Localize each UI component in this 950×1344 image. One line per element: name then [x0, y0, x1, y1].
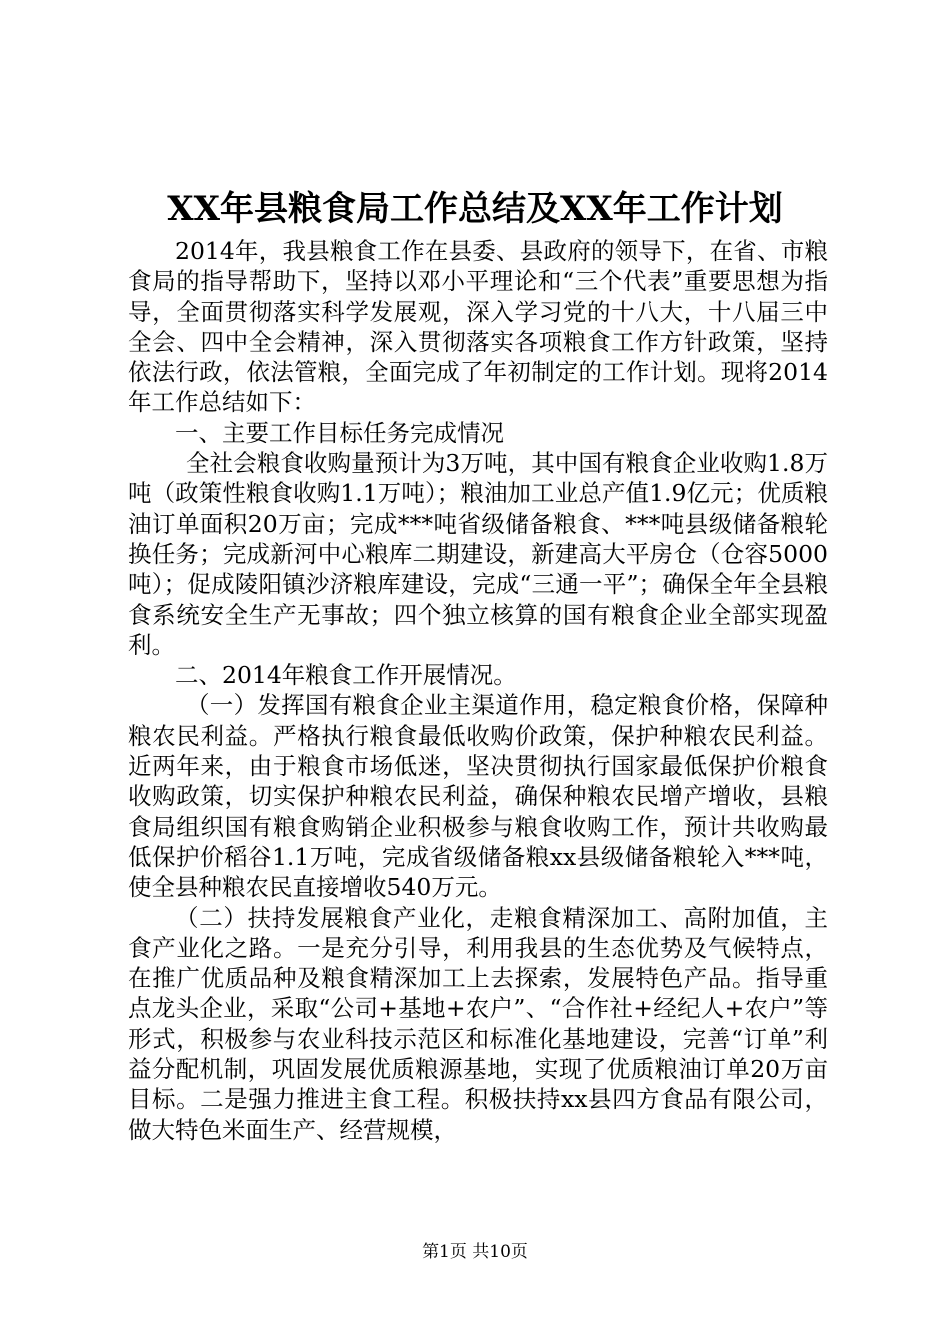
paragraph-targets: 全社会粮食收购量预计为3万吨，其中国有粮食企业收购1.8万吨（政策性粮食收购1.1万吨）；粮油加工业总产值1.9亿元；优质粮油订单面积20万亩；完成***吨省级储备粮食、***吨县级储备粮轮换任务；完成新河中心粮库二期建设，新建高大平房仓（仓容5000吨）；促成陵阳镇沙济粮库建设，完成“三通一平”；确保全年全县粮食系统安全生产无事故；四个独立核算的国有粮食企业全部实现盈利。 [128, 449, 828, 659]
heading-section-2: 二、2014年粮食工作开展情况。 [175, 661, 517, 690]
heading-section-1: 一、主要工作目标任务完成情况 [175, 418, 504, 447]
page-footer: 第1页 共10页 [422, 1242, 528, 1262]
paragraph-intro: 2014年，我县粮食工作在县委、县政府的领导下，在省、市粮食局的指导帮助下，坚持以邓小平理论和“三个代表”重要思想为指导，全面贯彻落实科学发展观，深入学习党的十八大，十八届三中全会、四中全会精神，深入贯彻落实各项粮食工作方针政策，坚持依法行政，依法管粮，全面完成了年初制定的工作计划。现将2014年工作总结如下： [128, 237, 828, 417]
document-body [128, 236, 828, 1145]
document-title: XX年县粮食局工作总结及XX年工作计划 [167, 189, 783, 229]
paragraph-item-2: （二）扶持发展粮食产业化，走粮食精深加工、高附加值，主食产业化之路。一是充分引导，利用我县的生态优势及气候特点，在推广优质品种及粮食精深加工上去探索，发展特色产品。指导重点龙头企业，采取“公司+基地+农户”、“合作社+经纪人+农户”等形式，积极参与农业科技示范区和标准化基地建设，完善“订单”利益分配机制，巩固发展优质粮源基地，实现了优质粮油订单20万亩目标。二是强力推进主食工程。积极扶持xx县四方食品有限公司，做大特色米面生产、经营规模， [128, 903, 828, 1144]
paragraph-item-1: （一）发挥国有粮食企业主渠道作用，稳定粮食价格，保障种粮农民利益。严格执行粮食最低收购价政策，保护种粮农民利益。近两年来，由于粮食市场低迷，坚决贯彻执行国家最低保护价粮食收购政策，切实保护种粮农民利益，确保种粮农民增产增收，县粮食局组织国有粮食购销企业积极参与粮食收购工作，预计共收购最低保护价稻谷1.1万吨，完成省级储备粮xx县级储备粮轮入***吨，使全县种粮农民直接增收540万元。 [128, 691, 828, 902]
